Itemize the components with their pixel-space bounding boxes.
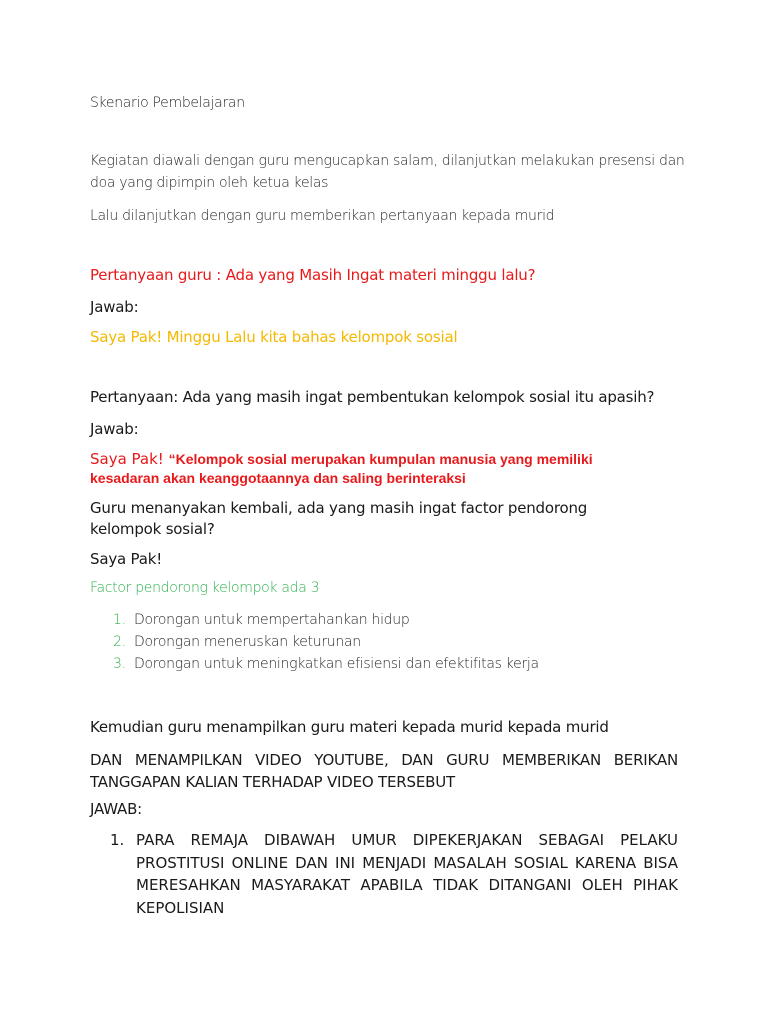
student-answer-1: Saya Pak! Minggu Lalu kita bahas kelompok sosial [90, 328, 458, 346]
list-item [90, 656, 539, 678]
intro-paragraph-line-2: doa yang dipimpin oleh ketua kelas [90, 175, 329, 191]
list-number: 3. [113, 656, 126, 672]
list-item [90, 634, 539, 656]
list-item [90, 612, 539, 634]
teacher-question-2: Pertanyaan: Ada yang masih ingat pembentukan kelompok sosial itu apasih? [90, 388, 655, 406]
answer-list [110, 829, 678, 919]
list-item-text: Dorongan untuk meningkatkan efisiensi dan efektifitas kerja [134, 656, 539, 672]
list-item-text: PARA REMAJA DIBAWAH UMUR DIPEKERJAKAN SEBAGAI PELAKU PROSTITUSI ONLINE DAN INI MENJADI MASALAH SOSIAL KARENA BISA MERESAHKAN MASYARAKAT APABILA TIDAK DITANGANI OLEH PIHAK KEPOLISIAN [136, 831, 678, 917]
list-number: 1. [110, 831, 125, 849]
teacher-question-3-line-2: kelompok sosial? [90, 520, 215, 538]
video-instruction-paragraph: DAN MENAMPILKAN VIDEO YOUTUBE, DAN GURU MEMBERIKAN BERIKAN TANGGAPAN KALIAN TERHADAP VIDEO TERSEBUT [90, 751, 678, 791]
list-item [110, 829, 678, 919]
factor-heading: Factor pendorong kelompok ada 3 [90, 580, 320, 596]
student-answer-2-line-1 [90, 450, 593, 468]
list-number: 2. [113, 634, 126, 650]
student-answer-3: Saya Pak! [90, 550, 163, 568]
list-item-text: Dorongan untuk mempertahankan hidup [134, 612, 410, 628]
answer-label-3: JAWAB: [90, 800, 143, 818]
answer-label-2: Jawab: [90, 420, 139, 438]
teacher-question-3-line-1: Guru menanyakan kembali, ada yang masih ingat factor pendorong [90, 499, 588, 517]
kelompok-sosial-definition-part-2: kesadaran akan keanggotaannya dan saling berinteraksi [90, 470, 466, 486]
factor-list [90, 612, 539, 678]
teacher-question-1: Pertanyaan guru : Ada yang Masih Ingat materi minggu lalu? [90, 266, 536, 284]
intro-paragraph-line-1: Kegiatan diawali dengan guru mengucapkan salam, dilanjutkan melakukan presensi dan [90, 153, 685, 169]
answer-label-1: Jawab: [90, 298, 139, 316]
material-paragraph: Kemudian guru menampilkan guru materi kepada murid kepada murid [90, 718, 609, 736]
list-number: 1. [113, 612, 126, 628]
kelompok-sosial-definition-part-1: “Kelompok sosial merupakan kumpulan manusia yang memiliki [168, 451, 593, 467]
transition-paragraph: Lalu dilanjutkan dengan guru memberikan pertanyaan kepada murid [90, 208, 555, 224]
document-title: Skenario Pembelajaran [90, 95, 245, 111]
list-item-text: Dorongan meneruskan keturunan [134, 634, 361, 650]
student-answer-2-prefix: Saya Pak! [90, 450, 169, 468]
